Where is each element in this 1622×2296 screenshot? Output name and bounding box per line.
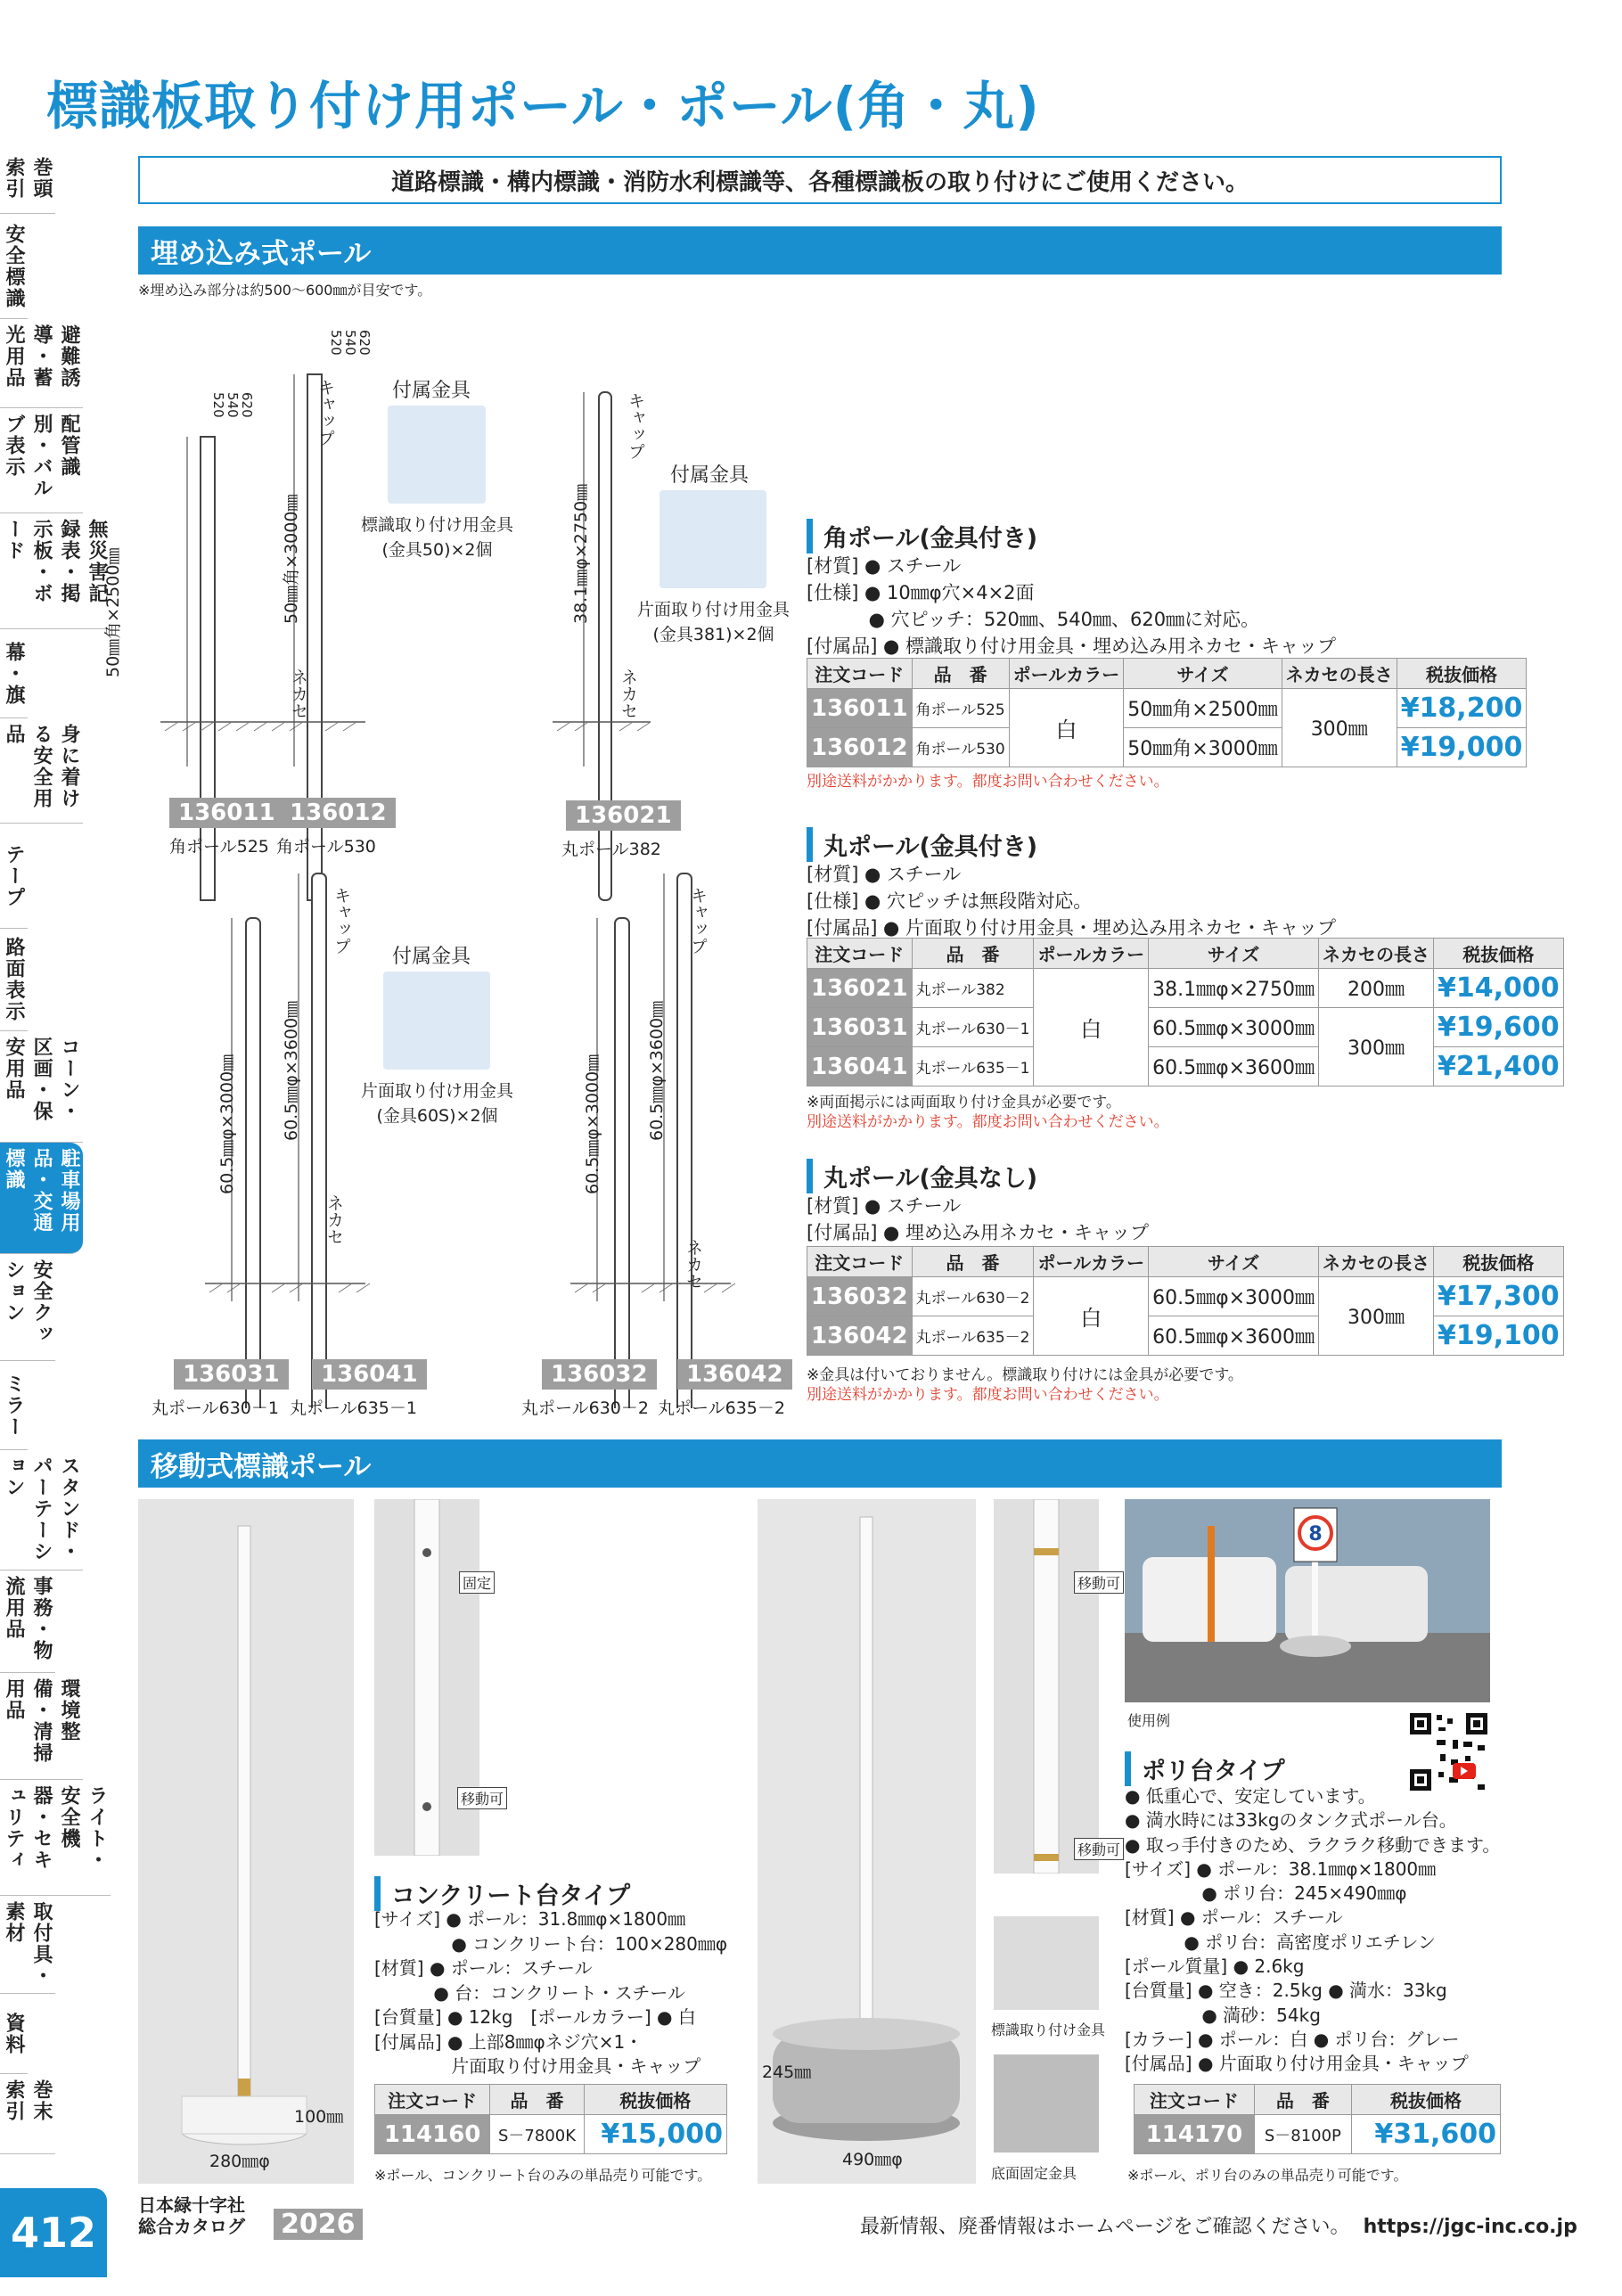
movable-label-poly-top: 移動可 bbox=[1074, 1571, 1124, 1594]
concrete-note: ※ポール、コンクリート台のみの単品売り可能です。 bbox=[374, 2167, 712, 2184]
usage-example-caption: 使用例 bbox=[1127, 1712, 1171, 1729]
part-number: 丸ポール635－1 bbox=[912, 1047, 1034, 1086]
sidebar-item-road-marking[interactable]: 路面表示 bbox=[0, 929, 28, 1031]
hole-dim-520-b: 520 bbox=[328, 330, 344, 356]
catalog-name: 日本緑十字社 総合カタログ bbox=[138, 2194, 245, 2237]
maru-plain-note1: ※金具は付いておりません。標識取り付けには金具が必要です。 bbox=[807, 1366, 1243, 1384]
diagram-code-136032: 136032 bbox=[542, 1359, 657, 1390]
size: 60.5㎜φ×3000㎜ bbox=[1149, 1008, 1319, 1047]
section-embedded-header: 埋め込み式ポール bbox=[138, 226, 1502, 275]
th-part: 品 番 bbox=[490, 2085, 585, 2115]
price: ¥31,600 bbox=[1351, 2115, 1500, 2154]
cap-label-635-1: キャップ bbox=[332, 887, 351, 955]
section-mobile-header: 移動式標識ポール bbox=[138, 1439, 1502, 1488]
diagram-name-136012: 角ポール530 bbox=[276, 837, 376, 857]
th-color: ポールカラー bbox=[1009, 659, 1124, 689]
nekase-length: 300㎜ bbox=[1282, 689, 1397, 767]
sidebar-item-evacuation[interactable]: 避難誘導・蓄光用品 bbox=[0, 319, 83, 408]
th-price: 税抜価格 bbox=[584, 2085, 726, 2115]
diagram-name-136021: 丸ポール382 bbox=[561, 840, 661, 859]
price: ¥17,300 bbox=[1434, 1277, 1564, 1316]
sidebar-item-cones[interactable]: コーン・区画・保安用品 bbox=[0, 1031, 83, 1143]
hole-dim-620-b: 620 bbox=[356, 330, 373, 356]
maru-plain-table bbox=[807, 1246, 1564, 1356]
qr-code-icon[interactable] bbox=[1406, 1710, 1491, 1794]
hole-dim-520-a: 520 bbox=[210, 392, 226, 418]
order-code: 136011 bbox=[807, 689, 913, 728]
maru-fitted-heading: 丸ポール(金具付き) bbox=[807, 827, 1037, 862]
part-number: 角ポール530 bbox=[912, 728, 1009, 767]
size: 60.5㎜φ×3600㎜ bbox=[1149, 1047, 1319, 1086]
diagram-code-136041: 136041 bbox=[312, 1359, 427, 1390]
th-color: ポールカラー bbox=[1034, 1247, 1149, 1277]
dim-pole-630-1: 60.5㎜φ×3000㎜ bbox=[217, 1054, 237, 1194]
th-part: 品 番 bbox=[1254, 2085, 1351, 2115]
sidebar-item-wearables[interactable]: 身に着ける安全用品 bbox=[0, 718, 83, 824]
sidebar-item-fixtures[interactable]: 取付具・素材 bbox=[0, 1896, 55, 1994]
table-row bbox=[807, 1277, 1564, 1316]
table-row bbox=[807, 728, 1527, 767]
concrete-specs: [サイズ] ● ポール：31.8㎜φ×1800㎜ ● コンクリート台：100×280㎜φ [材質] ● ポール：スチール ● 台：コンクリート・スチール [台質量] ● 12kg [ポールカラー] ● 白 [付属品] ● 上部8㎜φネジ穴×1・ 片面取り付け用金具・キャップ bbox=[374, 1908, 728, 2077]
order-code: 114170 bbox=[1135, 2115, 1255, 2154]
dim-pole-635-1: 60.5㎜φ×3600㎜ bbox=[282, 1000, 301, 1141]
concrete-table bbox=[374, 2084, 727, 2154]
poly-base-photo bbox=[994, 2054, 1099, 2152]
kaku-pole-specs: [材質] ● スチール [仕様] ● 10㎜φ穴×4×2面 ● 穴ピッチ：520㎜、540㎜、620㎜に対応。 [付属品] ● 標識取り付け用金具・埋め込み用ネカセ・キャップ bbox=[807, 555, 1337, 657]
price: ¥19,600 bbox=[1434, 1008, 1564, 1047]
diagram-code-136031: 136031 bbox=[174, 1359, 289, 1390]
kaku-pole-table bbox=[807, 658, 1527, 767]
concrete-width-dim: 280㎜φ bbox=[209, 2152, 270, 2171]
table-row bbox=[1135, 2115, 1501, 2154]
fitting-60s-image bbox=[383, 972, 490, 1070]
order-code: 114160 bbox=[375, 2115, 490, 2154]
dim-pole-630-2: 60.5㎜φ×3000㎜ bbox=[583, 1054, 602, 1194]
poly-note: ※ポール、ポリ台のみの単品売り可能です。 bbox=[1127, 2167, 1408, 2184]
dim-pole-530: 50㎜角×3000㎜ bbox=[282, 494, 301, 624]
sidebar-index bbox=[0, 152, 108, 2154]
concrete-pole-photo bbox=[138, 1499, 354, 2184]
sidebar-item-office[interactable]: 事務・物流用品 bbox=[0, 1570, 55, 1673]
order-code: 136021 bbox=[807, 969, 913, 1008]
th-price: 税抜価格 bbox=[1397, 659, 1527, 689]
th-size: サイズ bbox=[1124, 659, 1282, 689]
pole-136032-shape bbox=[615, 918, 629, 1408]
order-code: 136031 bbox=[807, 1008, 913, 1047]
th-code: 注文コード bbox=[807, 939, 913, 969]
sidebar-item-tape[interactable]: テープ bbox=[0, 824, 28, 929]
table-row bbox=[807, 1316, 1564, 1356]
poly-width-dim: 490㎜φ bbox=[842, 2150, 903, 2169]
pole-136011-shape bbox=[201, 437, 215, 900]
sidebar-item-cushion[interactable]: 安全クッション bbox=[0, 1254, 55, 1361]
price: ¥18,200 bbox=[1397, 689, 1527, 728]
fitting-50-caption: 標識取り付け用金具 (金具50)×2個 bbox=[361, 515, 514, 560]
order-code: 136041 bbox=[807, 1047, 913, 1086]
th-nekase: ネカセの長さ bbox=[1282, 659, 1397, 689]
sidebar-item-environment[interactable]: 環境整備・清掃用品 bbox=[0, 1673, 83, 1780]
maru-fitted-table bbox=[807, 938, 1564, 1086]
sidebar-item-boards[interactable]: 無災害記録表・掲示板・ボード bbox=[0, 513, 111, 629]
sidebar-item-end-index[interactable]: 巻末 索引 bbox=[0, 2074, 55, 2154]
th-part: 品 番 bbox=[912, 1247, 1034, 1277]
nekase-length: 300㎜ bbox=[1319, 1277, 1434, 1356]
hole-dim-540-b: 540 bbox=[342, 330, 358, 356]
part-number: 丸ポール382 bbox=[912, 969, 1034, 1008]
th-code: 注文コード bbox=[807, 1247, 913, 1277]
maru-fitted-note1: ※両面掲示には両面取り付け金具が必要です。 bbox=[807, 1094, 1121, 1111]
dim-pole-635-2: 60.5㎜φ×3600㎜ bbox=[647, 1000, 667, 1141]
part-number: 丸ポール635－2 bbox=[912, 1316, 1034, 1356]
nekase-label-635-2: ネカセ bbox=[684, 1239, 703, 1290]
part-number: 丸ポール630－1 bbox=[912, 1008, 1034, 1047]
th-price: 税抜価格 bbox=[1351, 2085, 1500, 2115]
page-title: 標識板取り付け用ポール・ポール(角・丸) bbox=[46, 76, 1040, 136]
part-number: 丸ポール630－2 bbox=[912, 1277, 1034, 1316]
maru-fitted-note2: 別途送料がかかります。都度お問い合わせください。 bbox=[807, 1113, 1169, 1131]
sidebar-item-lights[interactable]: ライト・安全機器・セキュリティ bbox=[0, 1780, 111, 1896]
sidebar-item-index[interactable]: 巻頭 索引 bbox=[0, 152, 55, 214]
nekase-label-530: ネカセ bbox=[289, 668, 308, 719]
sidebar-item-piping[interactable]: 配管識別・バルブ表示 bbox=[0, 408, 83, 513]
pole-136041-shape bbox=[312, 873, 326, 1408]
fitting-50-image bbox=[388, 406, 486, 504]
table-row bbox=[807, 969, 1564, 1008]
th-nekase: ネカセの長さ bbox=[1319, 1247, 1434, 1277]
usage-example-photo bbox=[1125, 1499, 1490, 1702]
th-size: サイズ bbox=[1149, 939, 1319, 969]
fixed-label: 固定 bbox=[459, 1571, 495, 1594]
poly-base-caption: 底面固定金具 bbox=[991, 2165, 1077, 2182]
fitting-381-image bbox=[659, 490, 766, 588]
diagram-name-136011: 角ポール525 bbox=[169, 837, 269, 857]
part-number: S－7800K bbox=[490, 2115, 585, 2154]
fitting-381-caption: 片面取り付け用金具 (金具381)×2個 bbox=[637, 600, 791, 644]
usage-sign-number: 8 bbox=[1308, 1523, 1323, 1546]
cap-label-530: キャップ bbox=[315, 379, 335, 447]
size: 50㎜角×3000㎜ bbox=[1124, 728, 1282, 767]
maru-fitted-specs: [材質] ● スチール [仕様] ● 穴ピッチは無段階対応。 [付属品] ● 片面取り付け用金具・埋め込み用ネカセ・キャップ bbox=[807, 864, 1337, 939]
movable-label-poly-bottom: 移動可 bbox=[1074, 1838, 1124, 1860]
movable-label-concrete: 移動可 bbox=[457, 1787, 507, 1809]
diagram-name-136032: 丸ポール630－2 bbox=[521, 1398, 649, 1418]
embedded-note: ※埋め込み部分は約500～600㎜が目安です。 bbox=[138, 282, 432, 299]
pole-color: 白 bbox=[1009, 689, 1124, 767]
diagram-name-136042: 丸ポール635－2 bbox=[658, 1398, 785, 1418]
th-code: 注文コード bbox=[1135, 2085, 1255, 2115]
diagram-code-136012: 136012 bbox=[281, 798, 396, 828]
table-row bbox=[375, 2115, 727, 2154]
diagram-name-136041: 丸ポール635－1 bbox=[290, 1398, 417, 1418]
fitting-label-60s: 付属金具 bbox=[392, 946, 471, 968]
footer-info: 最新情報、廃番情報はホームページをご確認ください。 https://jgc-inc.co.jp bbox=[860, 2216, 1577, 2238]
size: 38.1㎜φ×2750㎜ bbox=[1149, 969, 1319, 1008]
kaku-pole-heading: 角ポール(金具付き) bbox=[807, 519, 1037, 554]
sidebar-item-docs[interactable]: 資料 bbox=[0, 1994, 28, 2074]
maru-plain-specs: [材質] ● スチール [付属品] ● 埋め込み用ネカセ・キャップ bbox=[807, 1195, 1150, 1243]
intro-banner: 道路標識・構内標識・消防水利標識等、各種標識板の取り付けにご使用ください。 bbox=[138, 156, 1502, 204]
th-color: ポールカラー bbox=[1034, 939, 1149, 969]
poly-heading: ポリ台タイプ bbox=[1125, 1751, 1285, 1786]
fitting-60s-caption: 片面取り付け用金具 (金具60S)×2個 bbox=[361, 1081, 514, 1126]
website-link[interactable]: https://jgc-inc.co.jp bbox=[1363, 2216, 1577, 2238]
hole-dim-620-a: 620 bbox=[239, 392, 255, 418]
cap-label-635-2: キャップ bbox=[688, 887, 708, 955]
part-number: 角ポール525 bbox=[912, 689, 1009, 728]
catalog-year: 2026 bbox=[274, 2209, 363, 2240]
fitting-label-381: 付属金具 bbox=[670, 464, 750, 487]
poly-fitting-photo bbox=[994, 1916, 1099, 2010]
table-row bbox=[807, 689, 1527, 728]
size: 60.5㎜φ×3600㎜ bbox=[1149, 1316, 1319, 1356]
th-size: サイズ bbox=[1149, 1247, 1319, 1277]
kaku-pole-note: 別途送料がかかります。都度お問い合わせください。 bbox=[807, 773, 1169, 791]
diagram-code-136021: 136021 bbox=[566, 800, 681, 831]
th-price: 税抜価格 bbox=[1434, 939, 1564, 969]
th-nekase: ネカセの長さ bbox=[1319, 939, 1434, 969]
concrete-height-dim: 100㎜ bbox=[294, 2107, 344, 2127]
part-number: S－8100P bbox=[1254, 2115, 1351, 2154]
pole-color: 白 bbox=[1034, 1277, 1149, 1356]
diagram-code-136011: 136011 bbox=[169, 798, 284, 828]
hole-dim-540-a: 540 bbox=[225, 392, 241, 418]
sidebar-item-parking[interactable]: 駐車場用品・交通標識 bbox=[0, 1143, 83, 1254]
nekase-length: 200㎜ bbox=[1319, 969, 1434, 1008]
order-code: 136012 bbox=[807, 728, 913, 767]
th-code: 注文コード bbox=[807, 659, 913, 689]
table-row bbox=[807, 1008, 1564, 1047]
th-part: 品 番 bbox=[912, 659, 1009, 689]
sidebar-item-banners[interactable]: 幕・旗 bbox=[0, 629, 28, 718]
price: ¥19,000 bbox=[1397, 728, 1527, 767]
sidebar-item-mirror[interactable]: ミラー bbox=[0, 1361, 28, 1450]
pole-color: 白 bbox=[1034, 969, 1149, 1086]
poly-height-dim: 245㎜ bbox=[762, 2062, 812, 2082]
nekase-label-382: ネカセ bbox=[618, 668, 638, 719]
nekase-label-635-1: ネカセ bbox=[324, 1194, 344, 1245]
order-code: 136032 bbox=[807, 1277, 913, 1316]
sidebar-item-safety-signs[interactable]: 安全標識 bbox=[0, 214, 28, 319]
th-price: 税抜価格 bbox=[1434, 1247, 1564, 1277]
th-part: 品 番 bbox=[912, 939, 1034, 969]
poly-specs: ● 低重心で、安定しています。 ● 満水時には33kgのタンク式ポール台。 ● 取っ手付きのため、ラクラク移動できます。 [サイズ] ● ポール：38.1㎜φ×1800㎜ ● ポリ台：245×490㎜φ [材質] ● ポール：スチール ● ポリ台：高密度ポリエチレン [ポール質量] ● 2.6kg [台質量] ● 空き：2.5kg ● 満水：33kg ● 満砂：54kg [カラー] ● ポール：白 ● ポリ台：グレー [付属品] ● 片面取り付け用金具・キャップ bbox=[1125, 1785, 1501, 2075]
size: 50㎜角×2500㎜ bbox=[1124, 689, 1282, 728]
poly-table bbox=[1134, 2084, 1501, 2154]
size: 60.5㎜φ×3000㎜ bbox=[1149, 1277, 1319, 1316]
maru-plain-heading: 丸ポール(金具なし) bbox=[807, 1159, 1037, 1193]
poly-pole-closeup bbox=[994, 1499, 1099, 1874]
table-row bbox=[807, 1047, 1564, 1086]
th-code: 注文コード bbox=[375, 2085, 490, 2115]
cap-label-382: キャップ bbox=[626, 392, 645, 460]
page-number: 412 bbox=[0, 2188, 107, 2277]
price: ¥21,400 bbox=[1434, 1047, 1564, 1086]
diagram-name-136031: 丸ポール630－1 bbox=[152, 1398, 279, 1418]
poly-fitting-caption: 標識取り付け金具 bbox=[991, 2021, 1106, 2038]
sidebar-item-stands[interactable]: スタンド・パーテーション bbox=[0, 1450, 83, 1570]
dim-pole-382: 38.1㎜φ×2750㎜ bbox=[571, 483, 591, 624]
nekase-length: 300㎜ bbox=[1319, 1008, 1434, 1086]
price: ¥19,100 bbox=[1434, 1316, 1564, 1356]
fitting-label-50: 付属金具 bbox=[392, 380, 471, 402]
price: ¥15,000 bbox=[584, 2115, 726, 2154]
diagram-code-136042: 136042 bbox=[677, 1359, 792, 1390]
concrete-heading: コンクリート台タイプ bbox=[374, 1876, 630, 1911]
pole-136031-shape bbox=[246, 918, 260, 1408]
order-code: 136042 bbox=[807, 1316, 913, 1356]
price: ¥14,000 bbox=[1434, 969, 1564, 1008]
maru-plain-note2: 別途送料がかかります。都度お問い合わせください。 bbox=[807, 1386, 1169, 1404]
dim-pole-525: 50㎜角×2500㎜ bbox=[103, 547, 123, 677]
